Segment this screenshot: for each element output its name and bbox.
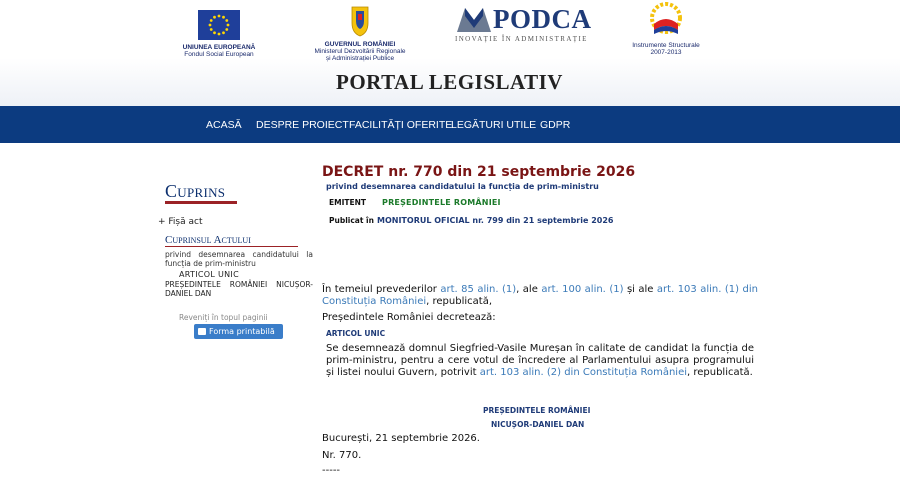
site-header <box>0 0 900 106</box>
eu-logo-line1: UNIUNEA EUROPEANĂ <box>182 44 256 51</box>
eu-star-icon <box>210 28 213 31</box>
eu-star-icon <box>210 19 213 22</box>
print-button-label: Forma printabilă <box>209 327 275 336</box>
link-art-100[interactable]: art. 100 alin. (1) <box>541 284 624 295</box>
decree-number: Nr. 770. <box>322 450 362 461</box>
eu-star-icon <box>213 16 216 19</box>
podca-name: PODCA <box>493 4 592 34</box>
signature-title: PREȘEDINTELE ROMÂNIEI <box>483 406 591 415</box>
publicat-value: MONITORUL OFICIAL nr. 799 din 21 septembrie 2026 <box>377 216 614 225</box>
intro-text-3: și ale <box>623 284 657 295</box>
eu-star-icon <box>222 16 225 19</box>
eu-star-icon <box>218 15 221 18</box>
eu-star-icon <box>225 28 228 31</box>
nav-despre-proiect[interactable]: DESPRE PROIECT <box>256 119 349 131</box>
sidebar-articol-unic-link[interactable]: ARTICOL UNIC <box>179 270 239 279</box>
signature-name: NICUȘOR-DANIEL DAN <box>491 420 585 429</box>
fisa-act-link[interactable]: + Fișă act <box>158 217 203 227</box>
article-text-2: , republicată. <box>687 367 753 378</box>
nav-legaturi-utile[interactable]: LEGĂTURI UTILE <box>451 119 537 131</box>
eu-star-icon <box>209 24 212 27</box>
eu-star-icon <box>225 19 228 22</box>
eu-flag-icon <box>198 10 240 40</box>
cuprins-heading: Cuprins <box>165 181 226 201</box>
intro-paragraph <box>322 284 758 308</box>
eu-star-icon <box>227 24 230 27</box>
eu-star-icon <box>218 33 221 36</box>
podca-emblem-icon <box>455 4 493 34</box>
publicat-label: Publicat în <box>329 216 374 225</box>
article-text-1: Se desemnează domnul Siegfried-Vasile Mureșan în calitate de candidat la funcția de prim-ministru, pentru a cere votul de încredere al Parlamentului asupra programului și listei noului Guvern, potrivit <box>326 343 754 378</box>
nav-gdpr[interactable]: GDPR <box>540 119 571 131</box>
nav-acasa[interactable]: ACASĂ <box>206 119 242 131</box>
cuprinsul-actului-link[interactable]: Cuprinsul Actului <box>165 234 251 246</box>
intro-text-4: , republicată, <box>426 296 493 307</box>
nav-facilitati-oferite[interactable]: FACILITĂȚI OFERITE <box>349 119 453 131</box>
end-dashes: ----- <box>322 465 341 476</box>
main-nav <box>0 106 900 143</box>
instrumente-structurale-logo <box>626 0 706 56</box>
eu-star-icon <box>222 31 225 34</box>
gov-logo-line1: GUVERNUL ROMÂNIEI <box>324 41 396 48</box>
link-art-103-alin-2[interactable]: art. 103 alin. (2) din Constituția României <box>479 367 687 378</box>
emitent-value: PREȘEDINTELE ROMÂNIEI <box>382 198 501 207</box>
eu-star-icon <box>213 31 216 34</box>
printer-icon <box>198 328 206 335</box>
back-to-top-link[interactable]: Reveniți în topul paginii <box>179 313 268 322</box>
gov-logo-line2: Ministerul Dezvoltării Regionale <box>314 48 406 55</box>
article-paragraph <box>326 343 754 379</box>
sidebar-act-description: privind desemnarea candidatului la funcția de prim-ministru <box>165 250 313 268</box>
link-art-85[interactable]: art. 85 alin. (1) <box>440 284 517 295</box>
intro-text-1: În temeiul prevederilor <box>322 284 441 295</box>
print-button[interactable] <box>194 324 283 339</box>
cuprinsul-underline <box>165 246 298 247</box>
link-art-103-alin-1[interactable]: art. 103 alin. (1) din Constituția României <box>322 284 758 307</box>
sidebar-presedinte-link[interactable]: PREȘEDINTELE ROMÂNIEI NICUȘOR-DANIEL DAN <box>165 280 313 298</box>
eu-logo-line2: Fondul Social European <box>184 51 254 58</box>
gov-logo-line3: și Administrației Publice <box>325 55 395 62</box>
document-subtitle: privind desemnarea candidatului la funcția de prim-ministru <box>326 182 599 191</box>
articol-unic-heading: ARTICOL UNIC <box>326 329 386 338</box>
government-logo <box>310 3 410 62</box>
coat-of-arms-icon <box>350 3 370 37</box>
place-date: București, 21 septembrie 2026. <box>322 433 480 444</box>
document-title: DECRET nr. 770 din 21 septembrie 2026 <box>322 164 636 180</box>
decree-line: Președintele României decretează: <box>322 312 496 323</box>
portal-title: PORTAL LEGISLATIV <box>336 70 563 94</box>
eu-logo <box>180 10 258 58</box>
intro-text-2: , ale <box>516 284 542 295</box>
is-logo-line1: Instrumente Structurale <box>632 42 700 49</box>
podca-tagline: INOVAȚIE ÎN ADMINISTRAȚIE <box>455 35 588 43</box>
structural-instruments-icon <box>646 0 686 38</box>
cuprins-underline <box>165 201 237 204</box>
emitent-label: EMITENT <box>329 198 367 207</box>
is-logo-line2: 2007-2013 <box>650 49 682 56</box>
